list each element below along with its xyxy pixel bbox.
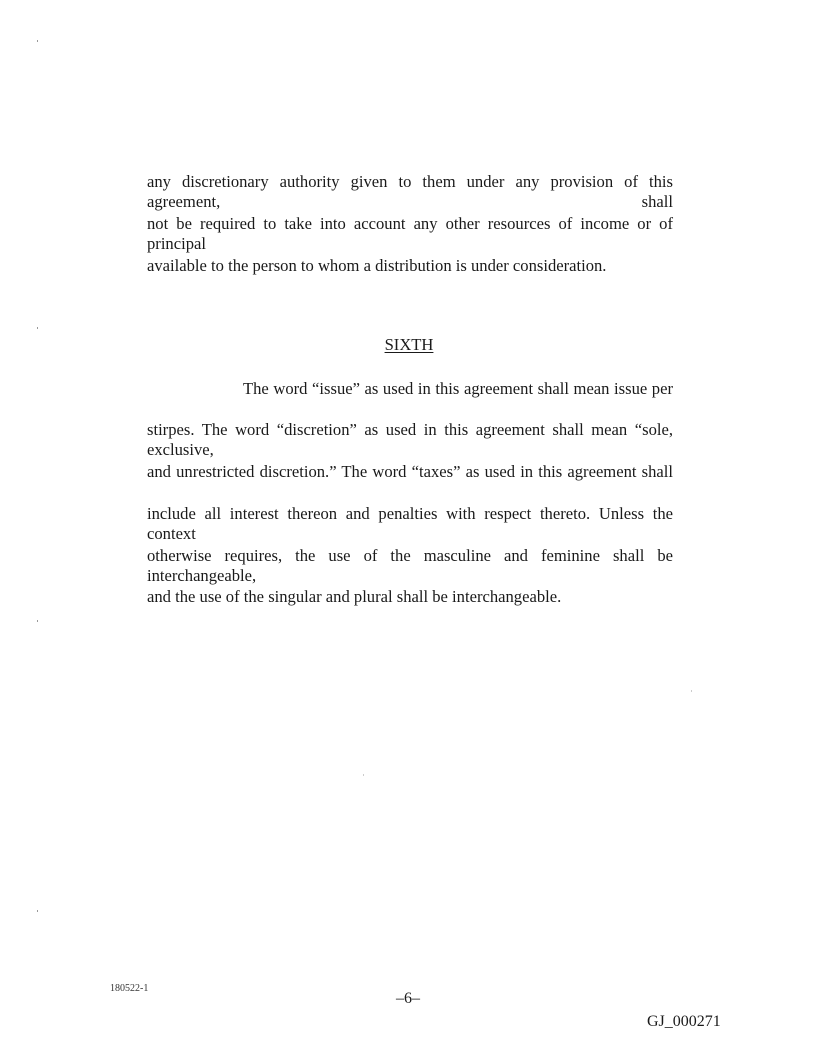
scan-speck: [37, 910, 38, 912]
bates-number: GJ_000271: [647, 1013, 721, 1030]
scan-speck: [363, 774, 364, 776]
body-text-line: include all interest thereon and penalties with respect thereto. Unless the context: [147, 504, 673, 543]
section-heading: [0, 335, 816, 355]
body-text-line: and unrestricted discretion.” The word “taxes” as used in this agreement shall: [147, 462, 673, 481]
body-text-line: available to the person to whom a distribution is under consideration.: [147, 256, 607, 275]
body-text-line: and the use of the singular and plural shall be interchangeable.: [147, 587, 562, 606]
section-heading-text: SIXTH: [384, 335, 434, 354]
scan-speck: [37, 40, 38, 42]
document-id: 180522-1: [110, 983, 149, 994]
body-text-line: The word “issue” as used in this agreement shall mean issue per: [243, 379, 673, 398]
body-text-line: stirpes. The word “discretion” as used in this agreement shall mean “sole, exclusive,: [147, 420, 673, 459]
scan-speck: [691, 690, 692, 692]
scan-speck: [37, 620, 38, 622]
scan-speck: [37, 327, 38, 329]
page-number: –6–: [396, 990, 420, 1007]
body-text-line: not be required to take into account any other resources of income or of principal: [147, 214, 673, 253]
body-text-line: any discretionary authority given to them under any provision of this agreement, shall: [147, 172, 673, 211]
body-text-line: otherwise requires, the use of the masculine and feminine shall be interchangeable,: [147, 546, 673, 585]
